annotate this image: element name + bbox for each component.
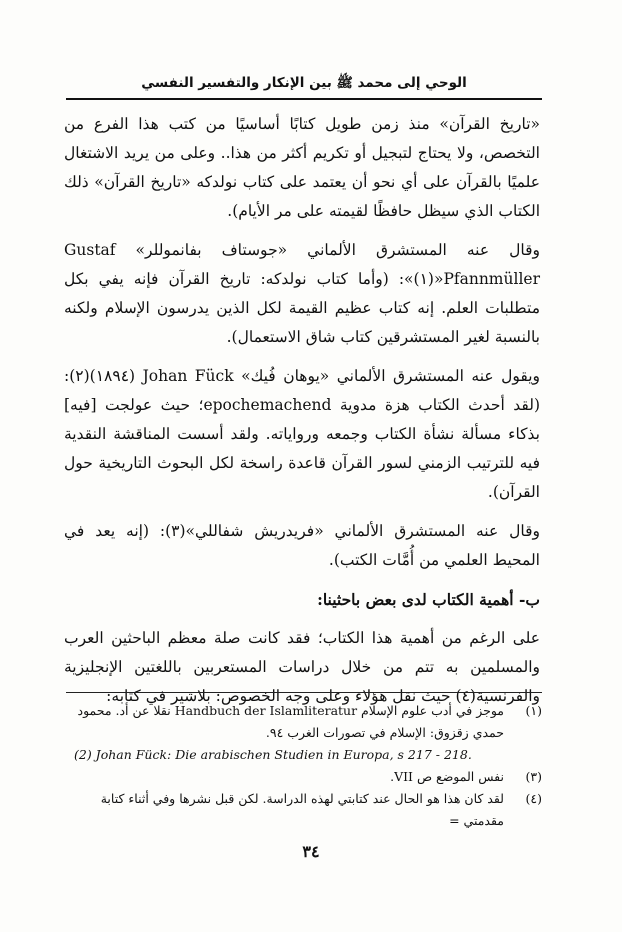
page-number: ٣٤ — [302, 842, 320, 861]
footnotes — [64, 700, 542, 832]
paragraph-1: «تاريخ القرآن» منذ زمن طويل كتابًا أساسيًا من كتب هذا الفرع من التخصص، ولا يحتاج لتبجيل أو تكريم أكثر من هذا.. وعلى من يريد الاشتغال علميًا بالقرآن على أي نحو أن يعتمد على كتاب نولدكه «تاريخ القرآن» ذلك الكتاب الذي سيظل حافظًا لقيمته على مر الأيام). — [64, 115, 540, 220]
paragraph-3: ويقول عنه المستشرق الألماني «يوهان فُيك» Johan Fück (١٨٩٤)(٢): (لقد أحدث الكتاب هزة مدوية epochemachend؛ حيث عولجت [فيه] بذكاء مسألة نشأة الكتاب وجمعه ورواياته. ولقد أسست المناقشة النقدية فيه للترتيب الزمني لسور القرآن قاعدة راسخة لكل البحوث التاريخية حول القرآن). — [64, 367, 540, 501]
footnote-1 — [64, 700, 542, 744]
footnote-text: (2) Johan Fück: Die arabischen Studien in Europa, s 217 - 218. — [74, 747, 472, 762]
footnote-text: نفس الموضع ص VII. — [390, 769, 504, 784]
header-rule — [66, 98, 542, 100]
footnote-4 — [64, 788, 542, 832]
closing-paragraph: على الرغم من أهمية هذا الكتاب؛ فقد كانت صلة معظم الباحثين العرب والمسلمين به تتم من خلال دراسات المستعربين باللغتين الإنجليزية والفرنسية(٤) حيث نقل هؤلاء وعلى وجه الخصوص: بلاشير في كتابه: — [64, 629, 540, 705]
footnote-number: (٤) — [525, 791, 542, 806]
footnote-rule — [66, 692, 542, 693]
section-heading: ب- أهمية الكتاب لدى بعض باحثينا: — [317, 590, 540, 609]
paragraph-2: وقال عنه المستشرق الألماني «جوستاف بفانموللر» Gustaf Pfannmüller«(١)»: (وأما كتاب نولدكه: تاريخ القرآن فإنه يفي بكل متطلبات العلم. إنه كتاب عظيم القيمة لكل الذين يدرسون الإسلام ولكنه بالنسبة لغير المستشرقين كتاب شاق الاستعمال). — [64, 241, 540, 346]
footnote-2 — [64, 744, 542, 766]
footnote-text: لقد كان هذا هو الحال عند كتابتي لهذه الدراسة. لكن قبل نشرها وفي أثناء كتابة مقدمتي = — [100, 791, 504, 828]
footnote-text: موجز في أدب علوم الإسلام Handbuch der Islamliteratur نقلا عن أد. محمود حمدي زقزوق: الإسلام في تصورات الغرب ٩٤. — [77, 703, 504, 740]
footnote-number — [504, 744, 542, 766]
footnote-3 — [64, 766, 542, 788]
paragraph-4: وقال عنه المستشرق الألماني «فريدريش شفاللي»(٣): (إنه يعد في المحيط العلمي من أُمَّات الكتب). — [64, 522, 540, 569]
main-text — [64, 110, 540, 721]
running-header: الوحي إلى محمد ﷺ بين الإنكار والتفسير النفسي — [141, 75, 467, 91]
footnote-number: (٣) — [525, 769, 542, 784]
footnote-number: (١) — [525, 703, 542, 718]
